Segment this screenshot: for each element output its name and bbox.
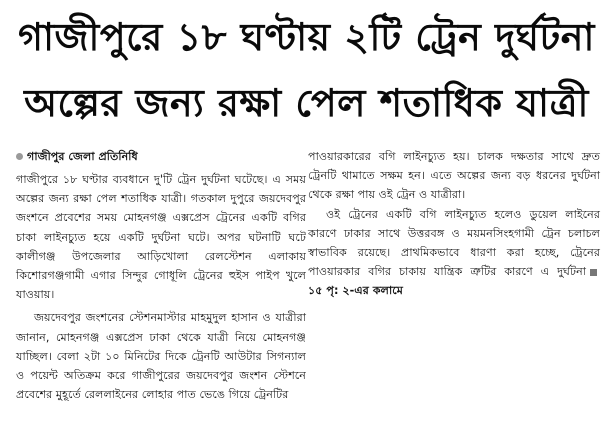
headline-line-2: অল্পের জন্য রক্ষা পেল শতাধিক যাত্রী [24, 81, 589, 125]
paragraph-3-text: ওই ট্রেনের একটি বগি লাইনচ্যুত হলেও ডুয়েল লাইনের কারণে ঢাকার সাথে উত্তরবঙ্গ ও ময়মনসিংহগামী ট্রেন চলাচল স্বাভাবিক রয়েছে। প্রাথমিকভাবে ধারণা করা হচ্ছে, ট্রেনের পাওয়ারকার বগির চাকায় যান্ত্রিক ত্রুটির কারণে এ দুর্ঘটনা [308, 207, 600, 279]
continued-on-reference: ১৫ পৃ: ২-এর কলামে [308, 284, 403, 298]
paragraph-3 [308, 205, 600, 301]
article-column-left [16, 147, 306, 404]
headline-line-1: গাজীপুরে ১৮ ঘণ্টায় ২টি ট্রেন দুর্ঘটনা [18, 15, 595, 59]
byline-text: গাজীপুর জেলা প্রতিনিধি [27, 149, 138, 163]
bullet-icon [16, 153, 23, 160]
paragraph-1: গাজীপুরে ১৮ ঘণ্টার ব্যবধানে দু'টি ট্রেন দুর্ঘটনা ঘটেছে। এ সময় অল্পের জন্য রক্ষা পেল শতাধিক যাত্রী। গতকাল দুপুরে জয়দেবপুর জংশনে প্রবেশের সময় মোহনগঞ্জ এক্সপ্রেস ট্রেনের একটি বগির চাকা লাইনচ্যুত হয়ে একটি দুর্ঘটনা ঘটে। অপর ঘটনাটি ঘটে কালীগঞ্জ উপজেলার আড়িখোলা রেলস্টেশন এলাকায় কিশোরগঞ্জগামী এগার সিন্দুর গোধূলি ট্রেনের হুইস পাইপ খুলে যাওয়ায়। [16, 173, 306, 302]
paragraph-2: জয়দেবপুর জংশনের স্টেশনমাস্টার মাহমুদুল হাসান ও যাত্রীরা জানান, মোহনগঞ্জ এক্সপ্রেস ঢাকা থেকে যাত্রী নিয়ে মোহনগঞ্জ যাচ্ছিল। বেলা ২টা ১০ মিনিটের দিকে ট্রেনটি আউটার সিগন্যাল ও পয়েন্ট অতিক্রম করে গাজীপুরের জয়দেবপুর জংশন স্টেশনে প্রবেশের মুহূর্তে রেললাইনের লোহার পাত ভেঙে গিয়ে ট্রেনটির [16, 311, 306, 402]
paragraph-2-continued: পাওয়ারকারের বগি লাইনচ্যুত হয়। চালক দক্ষতার সাথে দ্রুত ট্রেনটি থামাতে সক্ষম হন। এতে অল্পের জন্য বড় ধরনের দুর্ঘটনা থেকে রক্ষা পায় ওই ট্রেন ও যাত্রীরা। [308, 150, 600, 202]
square-icon [590, 269, 597, 276]
byline [16, 147, 306, 166]
article-column-right [308, 147, 600, 301]
